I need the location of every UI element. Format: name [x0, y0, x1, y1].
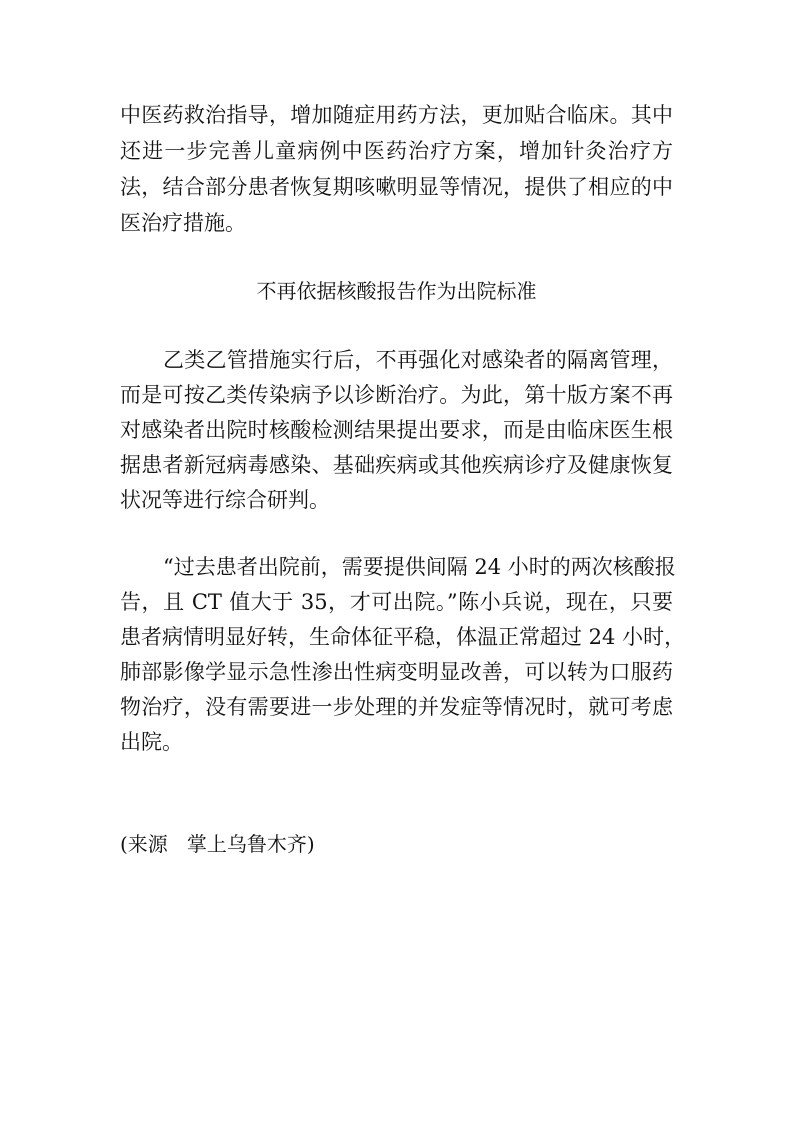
paragraph-line: 告，且 CT 值大于 35，才可出院。”陈小兵说，现在，只要 [120, 590, 673, 614]
paragraph-line: 肺部影像学显示急性渗出性病变明显改善，可以转为口服药 [120, 660, 673, 684]
paragraph-line: 中医药救治指导，增加随症用药方法，更加贴合临床。其中 [120, 103, 673, 127]
paragraph-line: 物治疗，没有需要进一步处理的并发症等情况时，就可考虑 [120, 695, 673, 719]
paragraph-line: 法，结合部分患者恢复期咳嗽明显等情况，提供了相应的中 [120, 175, 673, 199]
source-note: (来源 掌上乌鲁木齐) [120, 832, 315, 856]
paragraph-line: 患者病情明显好转，生命体征平稳，体温正常超过 24 小时， [120, 625, 686, 649]
paragraph-line: “过去患者出院前，需要提供间隔 24 小时的两次核酸报 [163, 555, 676, 579]
paragraph-line: 还进一步完善儿童病例中医药治疗方案，增加针灸治疗方 [120, 139, 673, 163]
paragraph-line: 据患者新冠病毒感染、基础疾病或其他疾病诊疗及健康恢复 [120, 453, 673, 477]
paragraph-line: 乙类乙管措施实行后，不再强化对感染者的隔离管理， [163, 348, 673, 372]
paragraph-line: 医治疗措施。 [120, 211, 246, 235]
paragraph-line: 出院。 [120, 730, 183, 754]
paragraph-line: 对感染者出院时核酸检测结果提出要求，而是由临床医生根 [120, 418, 673, 442]
paragraph-line: 而是可按乙类传染病予以诊断治疗。为此，第十版方案不再 [120, 383, 673, 407]
section-heading: 不再依据核酸报告作为出院标准 [256, 279, 537, 303]
paragraph-line: 状况等进行综合研判。 [120, 488, 330, 512]
